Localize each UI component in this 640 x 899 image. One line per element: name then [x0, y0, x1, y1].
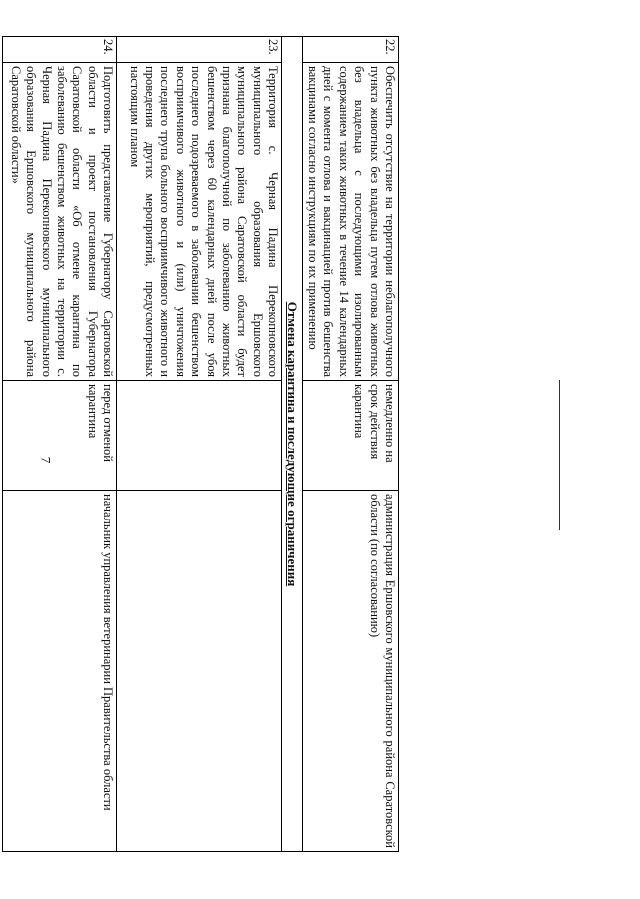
row-number: 22. — [303, 37, 399, 63]
action-cell: Подготовить представление Губернатору Саратовской области и проект постановления Губернатора Саратовской области «Об отмене карантина по заболеванию бешенством животных на территории с. Черная Падина Перекопновского муниципального образования Ершовского муниципального района Саратовской области» — [3, 63, 117, 381]
table-row — [3, 37, 117, 852]
section-header-row — [282, 37, 303, 852]
separator-line — [559, 380, 560, 530]
page-number: 7 — [38, 456, 54, 464]
term-cell: перед отменой карантина — [3, 381, 117, 491]
section-title: Отмена карантина и последующие ограничения — [282, 37, 303, 852]
action-cell: Обеспечить отсутствие на территории неблагополучного пункта животных без владельца путем отлова животных без владельца с последующими изолированным содержанием таких животных в течение 14 календарных дней с момента отлова и вакцинацией против бешенства вакцинами согласно инструкциям по их применению — [303, 63, 399, 381]
responsible-cell: начальник управления ветеринарии Правительства области — [3, 491, 117, 852]
rotated-content — [8, 36, 399, 851]
measures-table — [2, 36, 399, 852]
term-cell: немедленно на срок действия карантина — [303, 381, 399, 491]
table-row — [303, 37, 399, 852]
responsible-cell — [117, 491, 282, 852]
row-number: 23. — [117, 37, 282, 63]
action-cell: Территория с. Черная Падина Перекопновского муниципального образования Ершовского муниципального района Саратовской области будет признана благополучной по заболеванию животных бешенством через 60 календарных дней после убоя последнего подозреваемого в заболевании бешенством восприимчивого животного и (или) уничтожения последнего трупа больного восприимчивого животного и проведения других мероприятий, предусмотренных настоящим планом — [117, 63, 282, 381]
term-cell — [117, 381, 282, 491]
rotated-table-area — [8, 36, 399, 851]
responsible-cell: администрация Ершовского муниципального района Саратовской области (по согласованию) — [303, 491, 399, 852]
table-row — [117, 37, 282, 852]
row-number: 24. — [3, 37, 117, 63]
